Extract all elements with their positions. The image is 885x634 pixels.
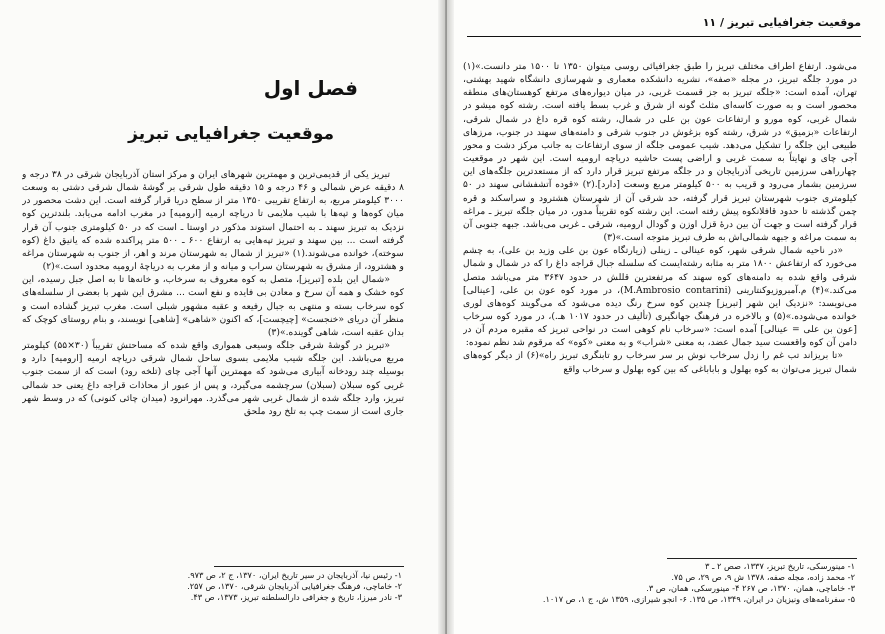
left-page-body bbox=[22, 168, 404, 566]
header-rule bbox=[467, 36, 861, 37]
footnote-divider bbox=[667, 558, 857, 559]
left-footnotes bbox=[80, 570, 402, 603]
footnote: ۳- نادر میرزا، تاریخ و جغرافی دارالسلطنه تبریز، ۱۳۷۳، ص ۴۳. bbox=[190, 592, 402, 602]
running-header bbox=[467, 10, 861, 38]
right-footnotes bbox=[467, 561, 855, 605]
right-page-body bbox=[463, 60, 857, 557]
footnote: ۲- خاماچی، فرهنگ جغرافیایی آذربایجان شرقی، ۱۳۷۰، ص ۲۵۷. bbox=[187, 581, 402, 591]
paragraph: «تا بریزاند تب غم را زدل سرخاب نوش بر سر سرخاب رو تابنگری تبریز راه»(۶) از دیگر کوه‌های شمال تبریز می‌توان به کوه بهلول و باباباغی که بین کوه بهلول و سرخاب واقع bbox=[463, 350, 857, 375]
footnote: ۵- سفرنامه‌های ونیزیان در ایران، ۱۳۴۹، ص ۱۳۵. ۶- انجو شیرازی، ۱۳۵۹ ش، ج ۱، ص ۱۰۱۷. bbox=[542, 594, 855, 604]
footnote-divider bbox=[214, 566, 404, 567]
running-header-title: موقعیت جغرافیایی تبریز / ۱۱ bbox=[702, 16, 861, 29]
footnote: ۱- رئیس نیا، آذربایجان در سیر تاریخ ایران، ۱۳۷۰، ج ۲، ص ۹۷۳. bbox=[187, 570, 402, 580]
paragraph: تبریز یکی از قدیمی‌ترین و مهمترین شهرهای ایران و مرکز استان آذربایجان شرقی در ۳۸ درجه و ۸ دقیقه عرض شمالی و ۴۶ درجه و ۱۵ دقیقه طول شرقی بر گوشهٔ شمال شرقی دشتی به وسعت ۳۰۰۰ کیلومتر مربع، به ارتفاع تقریبی ۱۳۵۰ متر از سطح دریا قرار گرفته است. این دشت محصور در میان کوه‌ها و تپه‌ها با شیب ملایمی تا دریاچه ارمیه [ارومیه] در مغرب ادامه می‌یابد. بلندترین کوه نزدیک به تبریز سهند ـ به احتمال استوند مذکور در اوستا ـ است که در ۵۰ کیلومتری جنوب آن قرار گرفته است ... بین سهند و تبریز تپه‌هایی به ارتفاع ۶۰۰ ـ ۵۰۰ متر پراکنده شده که یانیق داغ (کوه سوخته)، خوانده می‌شوند.(۱) «تبریز از شمال به شهرستان مرند و اهر، از جنوب به شهرستان مراغه و هشترود، از مشرق به شهرستان سراب و میانه و از مغرب به دریاچهٔ ارومیه محدود است.»(۲) bbox=[22, 169, 404, 273]
chapter-title: فصل اول bbox=[263, 76, 358, 100]
footnote: ۱- مینورسکی، تاریخ تبریز، ۱۳۳۷، صص ۲ ـ ۳ bbox=[705, 561, 855, 571]
paragraph: «شمال این بلده [تبریز]، متصل به کوه معروف به سرخاب، و خانه‌ها تا به اصل جبل رسیده، این کوه خشک و همه آن سرخ و معادن بی فایده و نفع است ... مشرق این شهر با بعضی از سلسله‌های کوه سرخاب بسته و منتهی به جبال رفیعه و عقبه مشهور شبلی است. مغرب تبریز گشاده است و منظر آن دریای «خنجست» [چیچست]، که اکنون «شاهی» [شاهی] نویسند، و بنام روستای کوچک که بدان عقبه است، شاهی گوینده.»(۳) bbox=[22, 274, 404, 338]
paragraph: «تبریز در گوشهٔ شرقی جلگه وسیعی همواری واقع شده که مساحتش تقریباً (۳۰×۵۵) کیلومتر مربع می‌باشد. این جلگه شیب ملایمی بسوی ساحل شمال شرقی دریاچه ارمیه [ارومیه] دارد و بوسیله چند رودخانه آبیاری می‌شود که مهمترین آنها آجی چای (تلخه رود) است که از سمت جنوب غربی کوه سبلان (سبلان) سرچشمه می‌گیرد، و پس از عبور از محاذات قراجه داغ یعنی حد شمالی تبریز، وارد جلگه شده از شمال غربی شهر می‌گذرد. مهرانرود (میدان چائی کنونی) که در وسط شهر جاری است از سمت چپ به تلخ رود ملحق bbox=[22, 340, 404, 417]
paragraph: می‌شود. ارتفاع اطراف مختلف تبریز را طبق جغرافیائی روسی میتوان ۱۳۵۰ تا ۱۵۰۰ متر دانست.»(۱) در مورد جلگه تبریز، در مجله «صفه»، نشریه دانشکده معماری و شهرسازی دانشگاه شهید بهشتی، تهران، آمده است: «جلگه تبریز به جز قسمت غربی، در میان دیواره‌های مرتفع کوهستان‌های منطقه محصور است و به صورت کاسه‌ای مثلث گونه از شرق و غرب بسط یافته است. رشته کوه میشو در شمال غربی، کوه مورو و ارتفاعات عون بن علی در شمال، رشته کوه قره داغ در شمال شرقی، ارتفاعات «بزمیق» در شرق، رشته کوه بزغوش در جنوب شرقی و دامنه‌های سهند در جنوب، مرزهای طبیعی این جلگه را تشکیل می‌دهد. شیب عمومی جلگه از سوی ارتفاعات به جانب مرکز دشت و محور آجی چای و نهایتاً به سمت غربی و اراضی پست حاشیه دریاچه ارومیه است. این شهر در موقعیت چهارراهی سرزمین تاریخی آذربایجان و در جلگه مرتفع تبریز قرار دارد که از مستعدترین جلگه‌های این سرزمین بشمار می‌رود و قریب به ۵۰۰ کیلومتر مربع وسعت [دارد].(۲) «قوده آتشفشانی سهند در ۵۰ کیلومتری جنوب شهرستان تبریز قرار گرفته، حد شرقی آن از شهرستان هشترود و سراسکند و قره چمن گذشته تا حدود قافلانکوه پیش رفته است. این رشته کوه تقریباً مدور، در میان جلگه تبریز ـ مراغه قرار گرفته است و جهت آن بین درهٔ قزل اوزن و گودال ارومیه، شرقی ـ غربی می‌باشد. جبهه جنوبی آن به سمت مراغه و جبهه شمالی‌اش به طرف تبریز متوجه است.»(۳) bbox=[463, 61, 857, 244]
paragraph: «در ناحیه شمال شرقی شهر، کوه عینالی ـ زینلی (زیارتگاه عون بن علی وزید بن علی)، به چشم می‌خورد که ارتفاعش ۱۸۰۰ متر به مثابه رشته‌ایست که سلسله جبال قراجه داغ را که در شمال و شمال شرقی واقع شده به دامنه‌های کوه سهند که مرتفعترین قللش در حدود ۳۶۴۷ متر می‌باشد متصل می‌کند.»(۴) م.آمبروزیوکنتارینی (M.Ambrosio contarini)، در مورد کوه عون بن علی، [عینالی] می‌نویسد: «نزدیک این شهر [تبریز] چندین کوه سرخ رنگ دیده می‌شود که می‌گویند کوه‌های لوری خوانده می‌شوده.»(۵) و بالاخره در فرهنگ جهانگیری (تألیف در حدود ۱۰۱۷ هـ.)، در مورد کوه سرخاب [عون بن علی = عینالی] آمده است: «سرخاب نام کوهی است در نواحی تبریز که مقبره مردم آن در دامن آن کوه واقعست سید جمال عضد، به معنی «شراب» و به معنی «کوه» که مرقوم شد نظم نموده: bbox=[463, 245, 857, 349]
footnote: ۲- محمد زاده، مجله صفه، ۱۳۷۸ ش ۹، ص ۲۹، ص ۷۵. bbox=[671, 572, 855, 582]
footnote: ۳- خاماچی، همان، ۱۳۷۰، ص ۲۶۷ ۴- مینورسکی، همان، ص ۳. bbox=[646, 583, 855, 593]
book-gutter bbox=[438, 0, 454, 634]
right-page bbox=[447, 0, 885, 634]
section-title: موقعیت جغرافیایی تبریز bbox=[128, 124, 334, 144]
